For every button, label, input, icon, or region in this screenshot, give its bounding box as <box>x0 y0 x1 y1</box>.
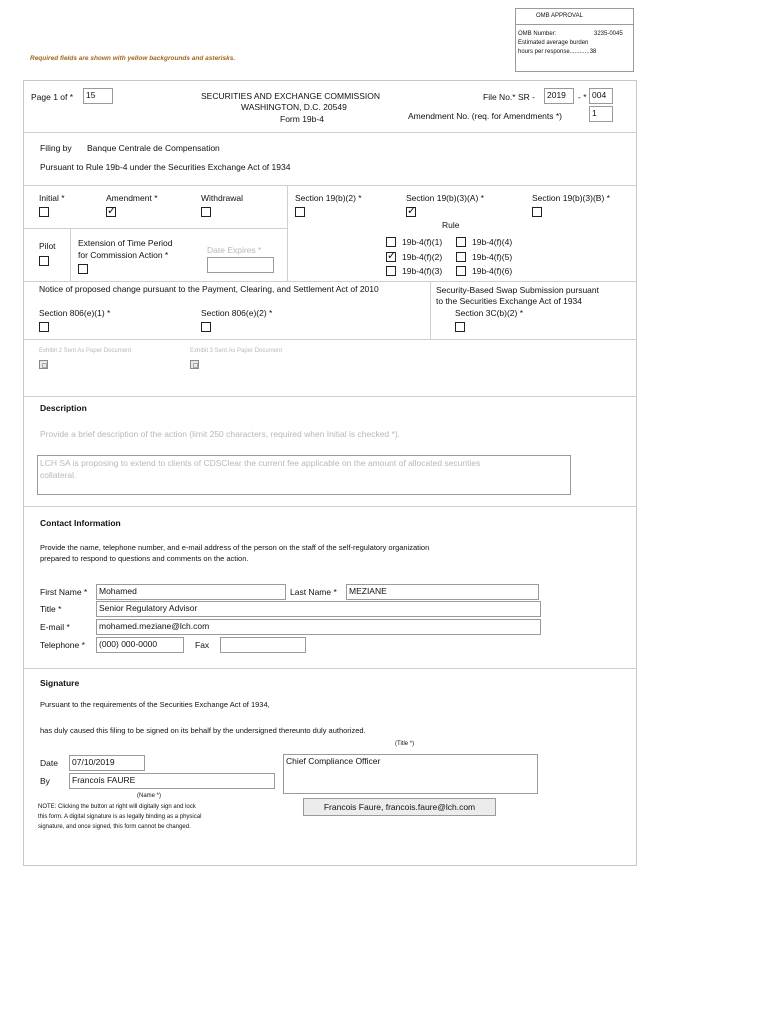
rule-f5-label: 19b-4(f)(5) <box>472 252 513 262</box>
pursuant-rule-text: Pursuant to Rule 19b-4 under the Securities Exchange Act of 1934 <box>40 162 291 172</box>
rule-f4-label: 19b-4(f)(4) <box>472 237 513 247</box>
amendment-checkbox[interactable] <box>106 207 116 217</box>
last-name-field[interactable]: MEZIANE <box>346 584 539 600</box>
section-3cb2-checkbox[interactable] <box>455 322 465 332</box>
exhibit-2-checkbox[interactable] <box>39 360 48 369</box>
extension-label-2: for Commission Action * <box>78 250 169 260</box>
first-name-label: First Name * <box>40 587 88 597</box>
file-year-field[interactable]: 2019 <box>544 88 574 104</box>
form-number: Form 19b-4 <box>280 114 324 124</box>
swap-label-2: to the Securities Exchange Act of 1934 <box>436 296 583 306</box>
section-19b3b-checkbox[interactable] <box>532 207 542 217</box>
rule-f1-label: 19b-4(f)(1) <box>402 237 443 247</box>
file-number-field[interactable]: 004 <box>589 88 613 104</box>
note-line3: signature, and once signed, this form cannot be changed. <box>38 824 191 830</box>
email-label: E-mail * <box>40 622 70 632</box>
title-caption: (Title *) <box>395 741 415 747</box>
extension-label-1: Extension of Time Period <box>78 238 173 248</box>
commission-name: SECURITIES AND EXCHANGE COMMISSION <box>201 91 380 101</box>
filing-by-label: Filing by <box>40 143 72 153</box>
description-text-line2: collateral. <box>40 470 77 480</box>
telephone-label: Telephone * <box>40 640 85 650</box>
commission-location: WASHINGTON, D.C. 20549 <box>241 102 347 112</box>
section-806e2-checkbox[interactable] <box>201 322 211 332</box>
omb-burden-line1: Estimated average burden <box>518 40 589 46</box>
section-19b2-label: Section 19(b)(2) * <box>295 193 362 203</box>
omb-number-value: 3235-0045 <box>594 31 623 37</box>
last-name-label: Last Name * <box>290 587 337 597</box>
swap-label-1: Security-Based Swap Submission pursuant <box>436 285 599 295</box>
section-806e1-checkbox[interactable] <box>39 322 49 332</box>
digital-sign-button[interactable]: Francois Faure, francois.faure@lch.com <box>303 798 496 816</box>
description-textarea[interactable] <box>37 455 571 495</box>
signer-title-value: Chief Compliance Officer <box>286 756 381 766</box>
section-806e2-label: Section 806(e)(2) * <box>201 308 273 318</box>
description-instructions: Provide a brief description of the action (limit 250 characters, required when Initial is checked *). <box>40 429 401 439</box>
rule-f2-label: 19b-4(f)(2) <box>402 252 443 262</box>
by-name-field[interactable]: Francois FAURE <box>69 773 275 789</box>
fax-field[interactable] <box>220 637 306 653</box>
contact-instructions-1: Provide the name, telephone number, and e-mail address of the person on the staff of the self-regulatory organization <box>40 543 430 552</box>
pilot-label: Pilot <box>39 241 56 251</box>
pilot-checkbox[interactable] <box>39 256 49 266</box>
rule-label: Rule <box>442 220 460 230</box>
section-19b3b-label: Section 19(b)(3)(B) * <box>532 193 610 203</box>
amendment-label: Amendment No. (req. for Amendments *) <box>408 111 563 121</box>
first-name-field[interactable]: Mohamed <box>96 584 286 600</box>
required-fields-note: Required fields are shown with yellow backgrounds and asterisks. <box>30 55 236 62</box>
rule-f6-checkbox[interactable] <box>456 266 466 276</box>
omb-burden-line2: hours per response............38 <box>518 49 597 55</box>
title-label: Title * <box>40 604 62 614</box>
date-label: Date <box>40 758 58 768</box>
contact-title: Contact Information <box>40 518 121 528</box>
file-no-label: File No.* SR - <box>483 92 535 102</box>
omb-title: OMB APPROVAL <box>536 13 583 19</box>
section-806e1-label: Section 806(e)(1) * <box>39 308 111 318</box>
telephone-field[interactable]: (000) 000-0000 <box>96 637 184 653</box>
email-field[interactable]: mohamed.meziane@lch.com <box>96 619 541 635</box>
note-line1: NOTE: Clicking the button at right will digitally sign and lock <box>38 804 196 810</box>
description-text-line1: LCH SA is proposing to extend to clients of CDSClear the current fee applicable on the amount of allocated securities <box>40 458 481 468</box>
date-expires-label: Date Expires * <box>207 245 262 255</box>
signature-line2: has duly caused this filing to be signed on its behalf by the undersigned thereunto duly authorized. <box>40 726 366 735</box>
description-title: Description <box>40 403 87 413</box>
notice-label: Notice of proposed change pursuant to the Payment, Clearing, and Settlement Act of 2010 <box>39 284 379 294</box>
signature-title: Signature <box>40 678 80 688</box>
omb-approval-box <box>515 8 634 72</box>
signature-line1: Pursuant to the requirements of the Securities Exchange Act of 1934, <box>40 700 270 709</box>
amendment-number-field[interactable]: 1 <box>589 106 613 122</box>
rule-f1-checkbox[interactable] <box>386 237 396 247</box>
title-field[interactable]: Senior Regulatory Advisor <box>96 601 541 617</box>
section-19b3a-label: Section 19(b)(3)(A) * <box>406 193 484 203</box>
exhibit-3-label: Exhibit 3 Sent As Paper Document <box>190 348 283 354</box>
page-label: Page 1 of * <box>31 92 74 102</box>
rule-f5-checkbox[interactable] <box>456 252 466 262</box>
date-field[interactable]: 07/10/2019 <box>69 755 145 771</box>
withdrawal-label: Withdrawal <box>201 193 244 203</box>
exhibit-3-checkbox[interactable] <box>190 360 199 369</box>
initial-label: Initial * <box>39 193 65 203</box>
section-19b3a-checkbox[interactable] <box>406 207 416 217</box>
rule-f4-checkbox[interactable] <box>456 237 466 247</box>
rule-f3-checkbox[interactable] <box>386 266 396 276</box>
rule-f6-label: 19b-4(f)(6) <box>472 266 513 276</box>
file-separator: - * <box>578 92 587 102</box>
filing-by-value: Banque Centrale de Compensation <box>87 143 220 153</box>
contact-instructions-2: prepared to respond to questions and comments on the action. <box>40 554 249 563</box>
amendment-type-label: Amendment * <box>106 193 158 203</box>
page-total-field[interactable]: 15 <box>83 88 113 104</box>
signer-title-field[interactable] <box>283 754 538 794</box>
name-caption: (Name *) <box>137 793 162 799</box>
date-expires-field[interactable] <box>207 257 274 273</box>
fax-label: Fax <box>195 640 210 650</box>
rule-f3-label: 19b-4(f)(3) <box>402 266 443 276</box>
withdrawal-checkbox[interactable] <box>201 207 211 217</box>
section-19b2-checkbox[interactable] <box>295 207 305 217</box>
rule-f2-checkbox[interactable] <box>386 252 396 262</box>
section-3cb2-label: Section 3C(b)(2) * <box>455 308 524 318</box>
note-line2: this form. A digital signature is as legally binding as a physical <box>38 814 202 820</box>
exhibit-2-label: Exhibit 2 Sent As Paper Document <box>39 348 132 354</box>
initial-checkbox[interactable] <box>39 207 49 217</box>
omb-number-label: OMB Number: <box>518 31 557 37</box>
by-label: By <box>40 776 50 786</box>
extension-checkbox[interactable] <box>78 264 88 274</box>
